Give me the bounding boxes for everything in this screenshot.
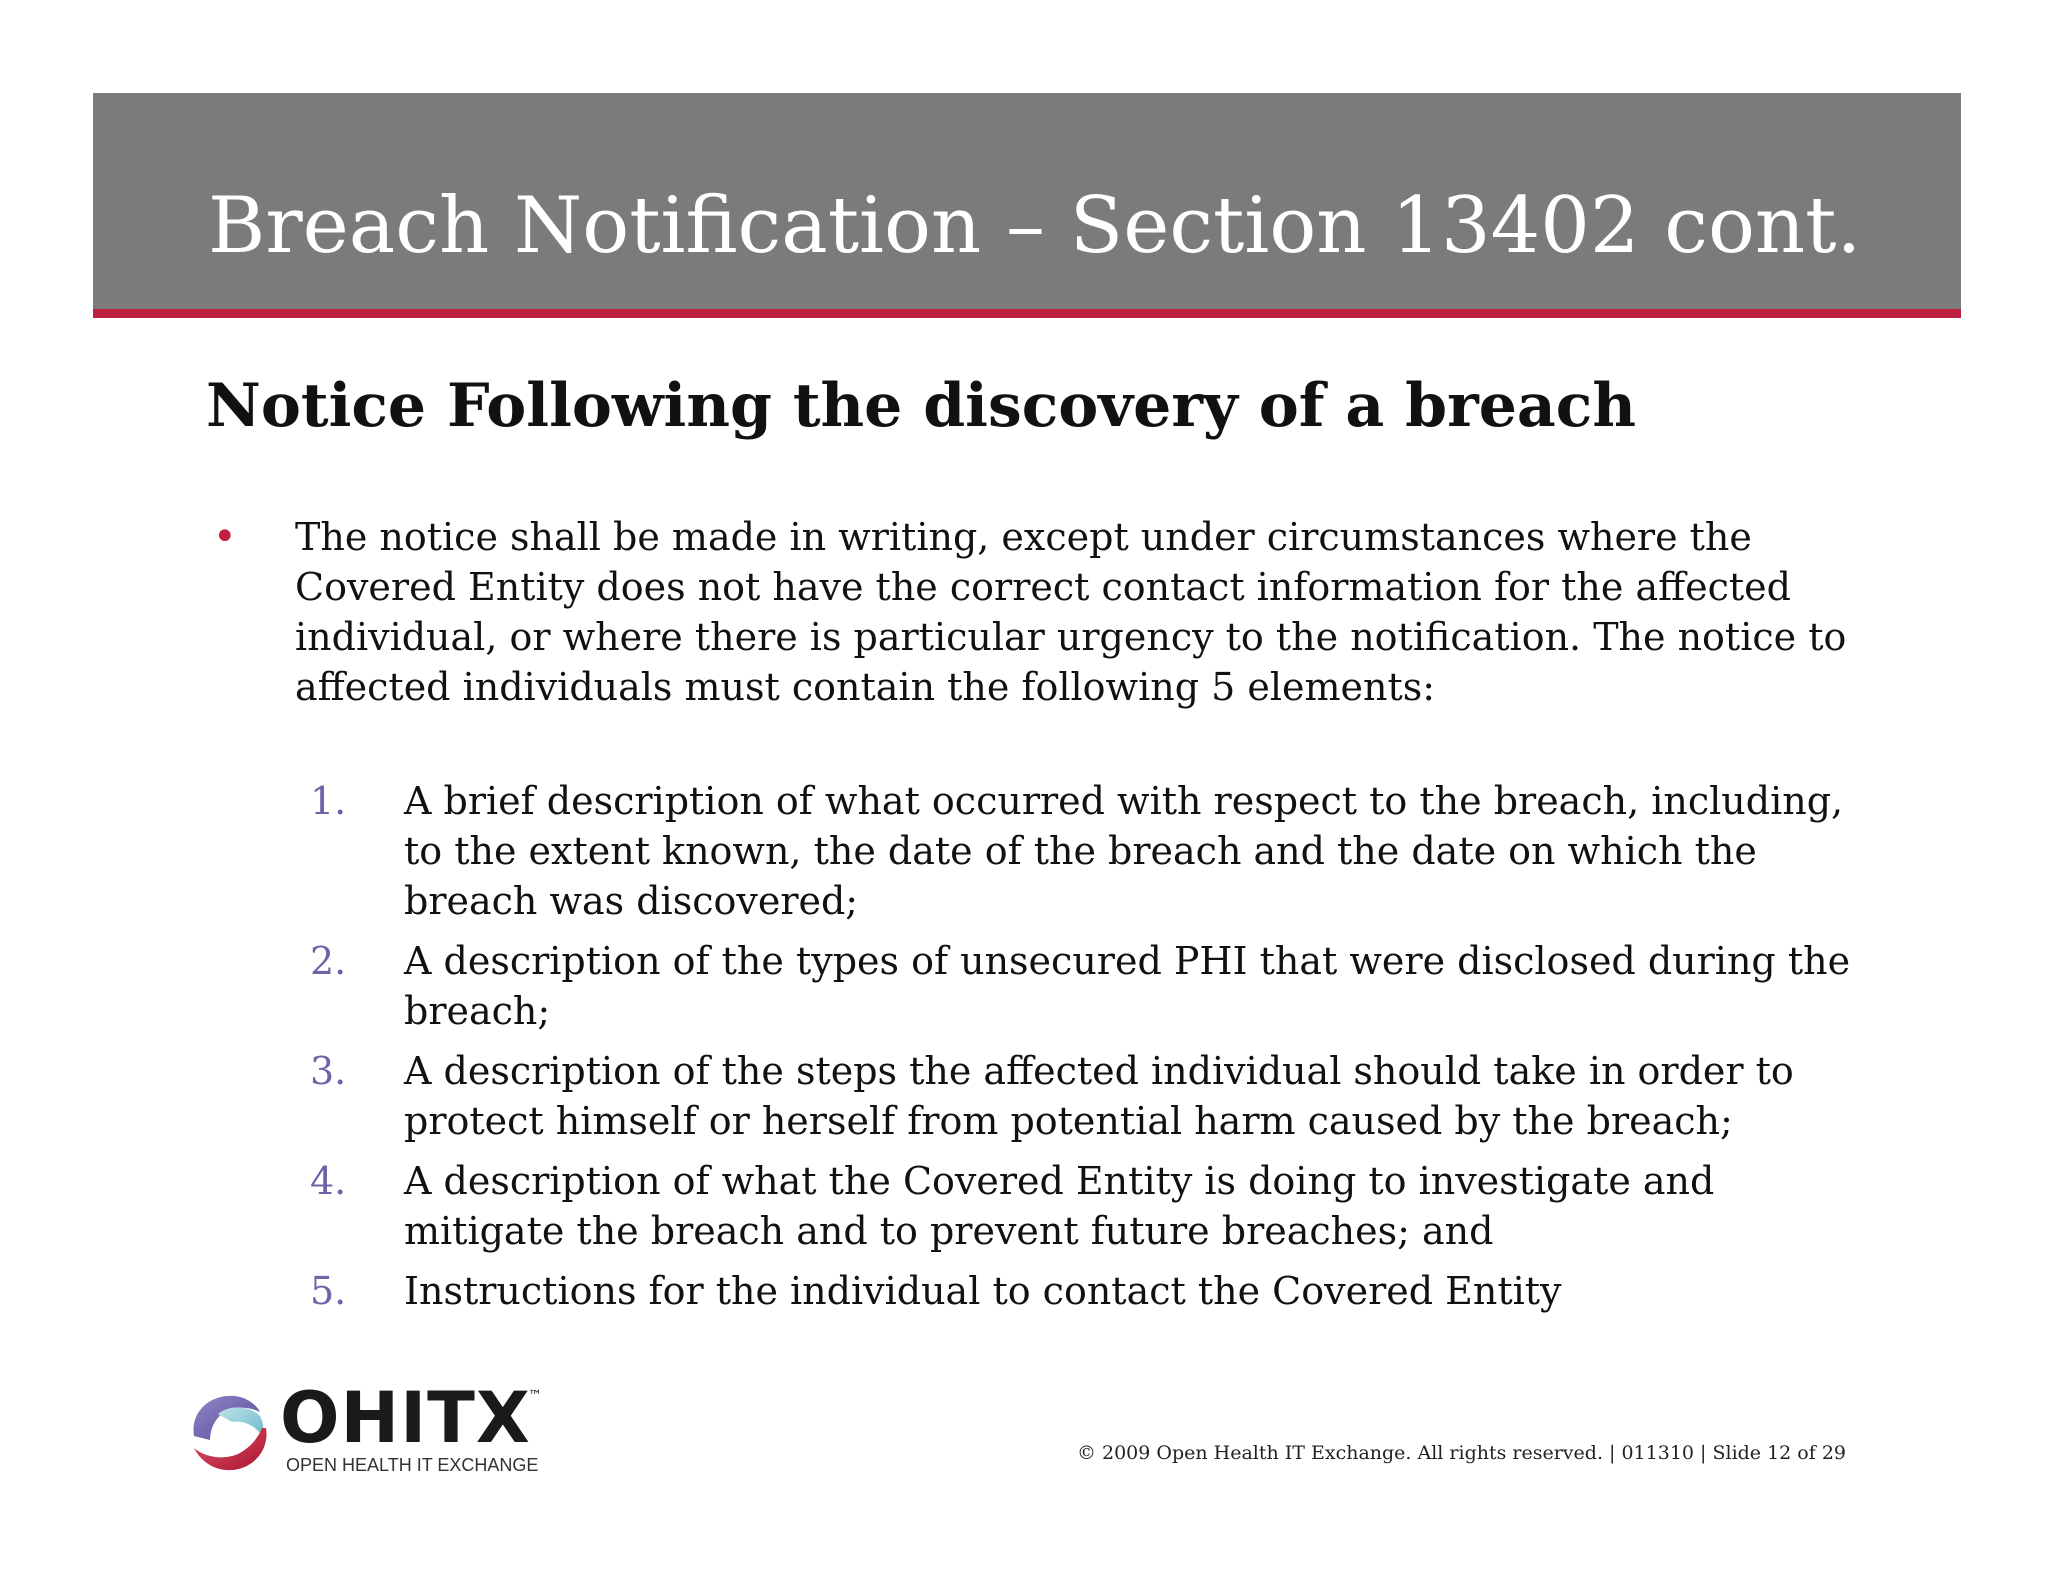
ohitx-logo [184, 1377, 564, 1490]
slide-title: Breach Notification – Section 13402 cont. [208, 181, 1862, 271]
list-item-number: 5. [310, 1269, 347, 1313]
list-item [310, 776, 1870, 926]
list-item [310, 1046, 1870, 1146]
logo-wordmark: OHITX [280, 1377, 531, 1459]
ohitx-swirl-icon [184, 1384, 276, 1476]
elements-list [310, 776, 1870, 1326]
bullet-marker: • [213, 514, 237, 560]
logo-trademark: ™ [528, 1388, 542, 1404]
list-item-text: A description of what the Covered Entity is doing to investigate and mitigate the breach and to prevent future breaches; and [404, 1159, 1715, 1253]
title-accent-rule [93, 309, 1961, 318]
logo-tagline: OPEN HEALTH IT EXCHANGE [286, 1455, 539, 1475]
list-item-text: Instructions for the individual to contact the Covered Entity [404, 1269, 1562, 1313]
list-item-number: 1. [310, 779, 347, 823]
list-item-text: A brief description of what occurred with respect to the breach, including, to the extent known, the date of the breach and the date on which the breach was discovered; [404, 779, 1844, 923]
list-item-number: 2. [310, 939, 347, 983]
slide-footer: © 2009 Open Health IT Exchange. All rights reserved. | 011310 | Slide 12 of 29 [1076, 1442, 1846, 1464]
slide-subtitle: Notice Following the discovery of a breach [206, 371, 1636, 441]
bullet-text: The notice shall be made in writing, except under circumstances where the Covered Entity does not have the correct contact information for the affected individual, or where there is particular urgency to the notification. The notice to affected individuals must contain the following 5 elements: [295, 515, 1847, 709]
list-item-number: 4. [310, 1159, 347, 1203]
list-item-number: 3. [310, 1049, 347, 1093]
list-item [310, 936, 1870, 1036]
list-item [310, 1266, 1870, 1316]
list-item-text: A description of the steps the affected individual should take in order to protect himself or herself from potential harm caused by the breach; [404, 1049, 1794, 1143]
list-item-text: A description of the types of unsecured PHI that were disclosed during the breach; [404, 939, 1851, 1033]
list-item [310, 1156, 1870, 1256]
